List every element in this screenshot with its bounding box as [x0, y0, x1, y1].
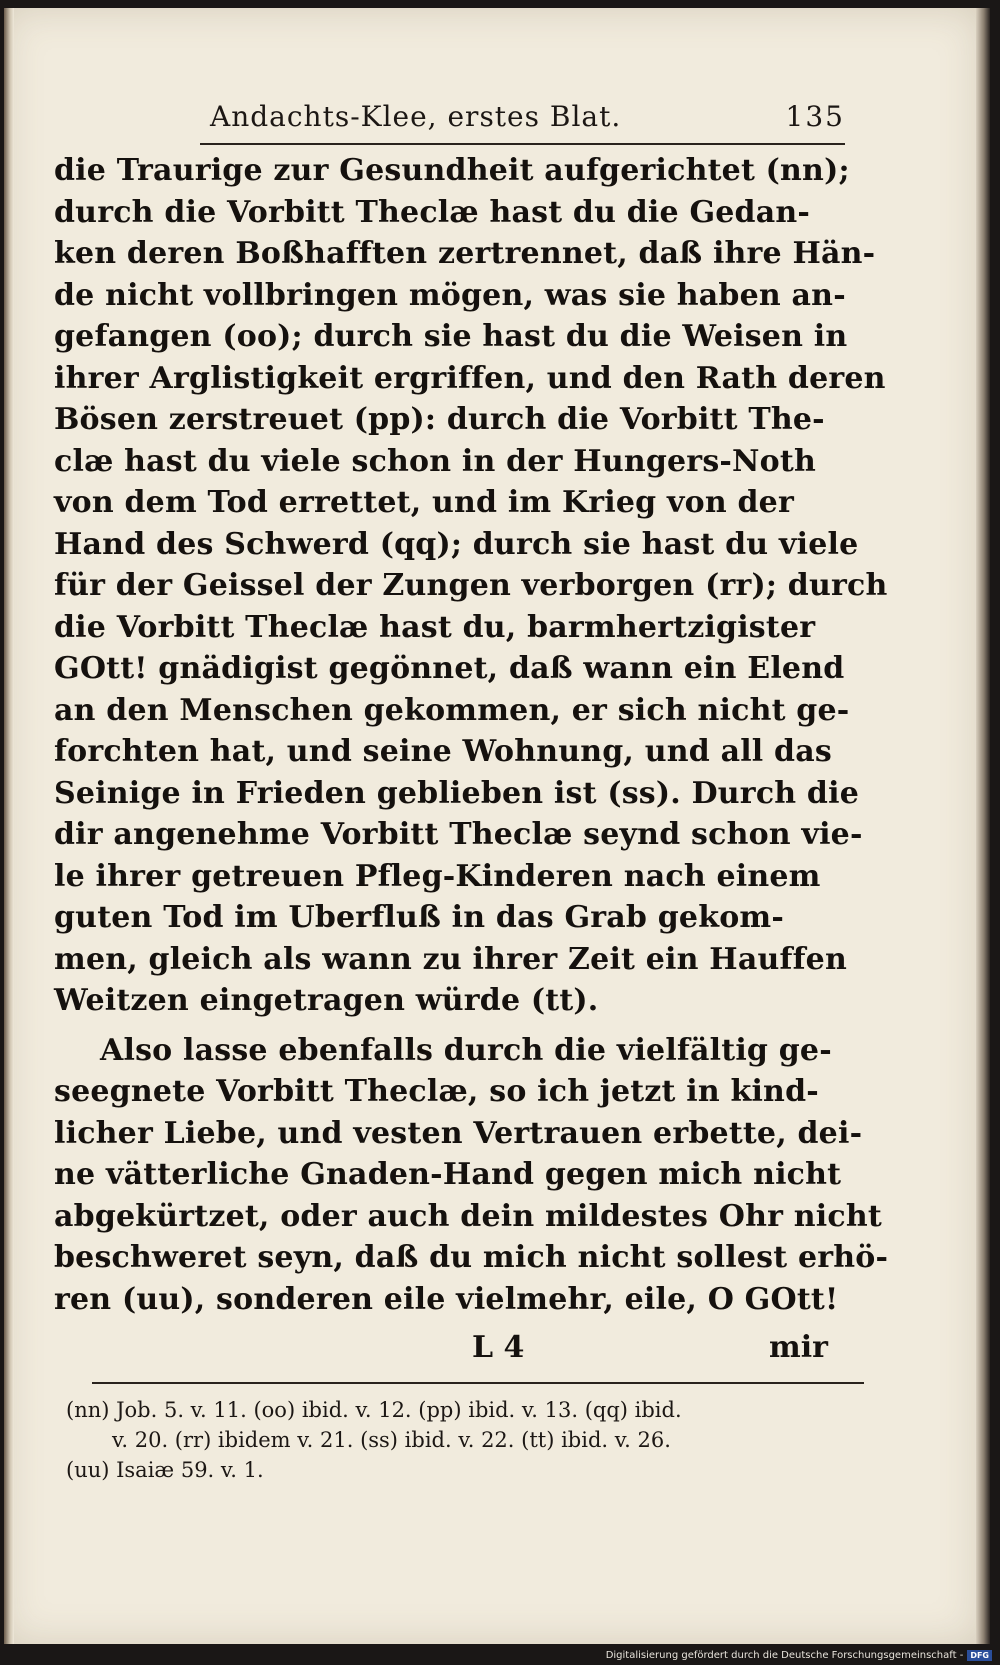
text-line: Seinige in Frieden geblieben ist (ss). Durch die	[54, 775, 859, 811]
page-number: 135	[785, 100, 845, 133]
text-line: beschweret seyn, daß du mich nicht sollest erhö-	[54, 1240, 889, 1275]
catchword-line	[54, 1330, 864, 1372]
text-line: für der Geissel der Zungen verborgen (rr); durch	[54, 568, 888, 603]
text-line: ren (uu), sonderen eile vielmehr, eile, O GOtt!	[54, 1281, 839, 1317]
text-line: ken deren Boßhafften zertrennet, daß ihre Hän-	[54, 236, 876, 271]
text-line: Also lasse ebenfalls durch die vielfältig ge-	[100, 1032, 832, 1068]
text-line: ihrer Arglistigkeit ergriffen, und den Rath deren	[54, 360, 886, 396]
text-line: le ihrer getreuen Pfleg-Kinderen nach einem	[54, 858, 821, 894]
text-line: Weitzen eingetragen würde (tt).	[54, 983, 599, 1018]
footnotes	[66, 1395, 876, 1485]
text-line: seegnete Vorbitt Theclæ, so ich jetzt in kind-	[54, 1074, 819, 1109]
text-line: die Vorbitt Theclæ hast du, barmhertzigister	[54, 609, 816, 645]
text-line: clæ hast du viele schon in der Hungers-Noth	[54, 443, 816, 479]
page-gutter	[4, 8, 14, 1644]
text-line: de nicht vollbringen mögen, was sie haben an-	[54, 277, 846, 313]
page-edge	[976, 8, 990, 1644]
page-header	[210, 100, 845, 140]
text-line: an den Menschen gekommen, er sich nicht ge-	[54, 692, 850, 728]
footnote-line: (nn) Job. 5. v. 11. (oo) ibid. v. 12. (pp) ibid. v. 13. (qq) ibid.	[66, 1398, 682, 1422]
text-line: Bösen zerstreuet (pp): durch die Vorbitt The-	[54, 402, 825, 437]
text-line: Hand des Schwerd (qq); durch sie hast du viele	[54, 526, 859, 562]
running-title: Andachts-Klee, erstes Blat.	[210, 100, 622, 133]
text-line: die Traurige zur Gesundheit aufgerichtet (nn);	[54, 153, 850, 188]
footnote-rule	[92, 1382, 864, 1384]
text-line: ne vätterliche Gnaden-Hand gegen mich nicht	[54, 1157, 842, 1192]
footnote-line: (uu) Isaiæ 59. v. 1.	[66, 1458, 264, 1482]
credit-text: Digitalisierung gefördert durch die Deutsche Forschungsgemeinschaft -	[605, 1649, 964, 1661]
text-line: licher Liebe, und vesten Vertrauen erbette, dei-	[54, 1115, 863, 1151]
text-line: men, gleich als wann zu ihrer Zeit ein Hauffen	[54, 941, 847, 977]
dfg-logo: DFG	[967, 1650, 992, 1661]
paragraph-1	[54, 150, 888, 1022]
text-line: GOtt! gnädigist gegönnet, daß wann ein Elend	[54, 651, 845, 686]
header-rule	[200, 143, 845, 145]
text-line: abgekürtzet, oder auch dein mildestes Ohr nicht	[54, 1198, 882, 1234]
text-line: durch die Vorbitt Theclæ hast du die Gedan-	[54, 194, 811, 230]
digitization-credit	[606, 1648, 992, 1662]
signature-mark: L 4	[472, 1330, 525, 1365]
main-text	[54, 150, 889, 1320]
text-line: forchten hat, und seine Wohnung, und all das	[54, 734, 832, 769]
footnote-line: v. 20. (rr) ibidem v. 21. (ss) ibid. v. 22. (tt) ibid. v. 26.	[112, 1428, 671, 1452]
text-line: von dem Tod errettet, und im Krieg von der	[54, 485, 794, 520]
catchword: mir	[769, 1330, 828, 1365]
text-line: guten Tod im Uberfluß in das Grab gekom-	[54, 900, 785, 935]
text-line: gefangen (oo); durch sie hast du die Weisen in	[54, 319, 848, 354]
text-line: dir angenehme Vorbitt Theclæ seynd schon vie-	[54, 817, 863, 852]
paragraph-2	[54, 1030, 889, 1321]
